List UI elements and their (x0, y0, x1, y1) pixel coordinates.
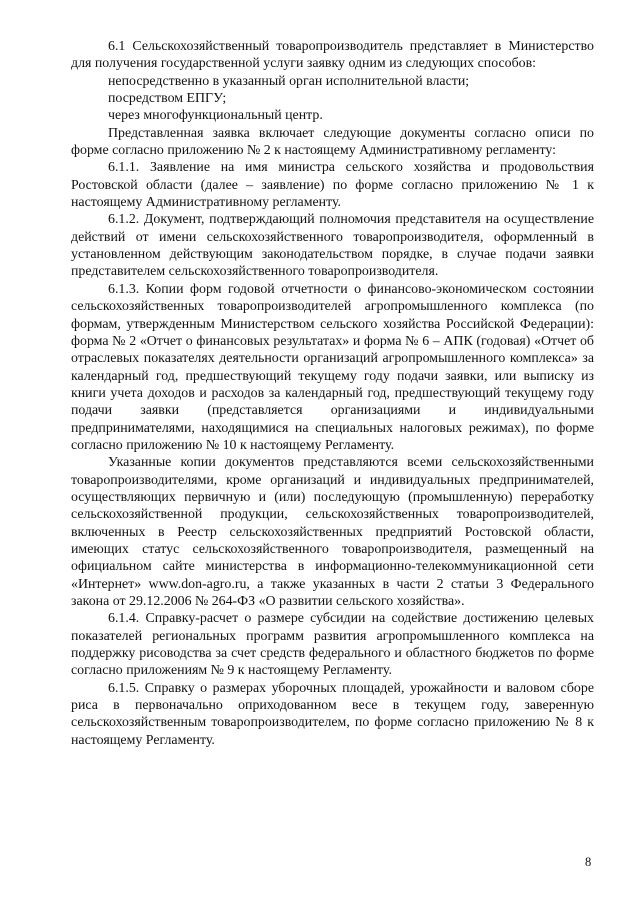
paragraph-copies-note: Указанные копии документов представляются всеми сельскохозяйственными товаропроизводителями, кроме организаций и индивидуальных предпринимателей, осуществляющих первичную и (или) последующую (промышленную) переработку сельскохозяйственной продукции, сельскохозяйственных товаропроизводителей, включенных в Реестр сельскохозяйственных предприятий Ростовской области, имеющих статус сельскохозяйственного товаропроизводителя, размещенный на официальном сайте министерства в информационно-телекоммуникационной сети «Интернет» www.don-agro.ru, а также указанных в части 2 статьи 3 Федерального закона от 29.12.2006 № 264-ФЗ «О развитии сельского хозяйства». (71, 455, 594, 609)
paragraph-application-contents: Представленная заявка включает следующие документы согласно описи по форме согласно приложению № 2 к настоящему Административному регламенту: (71, 125, 594, 159)
document-body (71, 38, 594, 749)
list-item-epgu: посредством ЕПГУ; (108, 91, 227, 107)
list-item-mfc: через многофункциональный центр. (108, 108, 323, 124)
paragraph-6-1-3: 6.1.3. Копии форм годовой отчетности о финансово-экономическом состоянии сельскохозяйственных товаропроизводителей агропромышленного комплекса (по формам, утвержденным Министерством сельского хозяйства Российской Федерации): форма № 2 «Отчет о финансовых результатах» и форма № 6 – АПК (годовая) «Отчет об отраслевых показателях деятельности организаций агропромышленного комплекса» за календарный год, предшествующий текущему году подачи заявки, или выписку из книги учета доходов и расходов за календарный год, предшествующий текущему году подачи заявки (представляется организациями и индивидуальными предпринимателями, находящимися на специальных налоговых режимах), по форме согласно приложению № 10 к настоящему Регламенту. (71, 281, 594, 453)
list-item-direct: непосредственно в указанный орган исполнительной власти; (108, 73, 470, 89)
page-number: 8 (585, 855, 592, 869)
paragraph-6-1-1: 6.1.1. Заявление на имя министра сельского хозяйства и продовольствия Ростовской области (далее – заявление) по форме согласно приложению № 1 к настоящему Административному регламенту. (71, 160, 594, 211)
paragraph-6-1: 6.1 Сельскохозяйственный товаропроизводитель представляет в Министерство для получения государственной услуги заявку одним из следующих способов: (71, 39, 594, 72)
paragraph-6-1-2: 6.1.2. Документ, подтверждающий полномочия представителя на осуществление действий от имени сельскохозяйственного товаропроизводителя, оформленный в установленном действующим законодательством порядке, в случае подачи заявки представителем сельскохозяйственного товаропроизводителя. (71, 212, 594, 280)
paragraph-6-1-4: 6.1.4. Справку-расчет о размере субсидии на содействие достижению целевых показателей региональных программ развития агропромышленного комплекса на поддержку рисоводства за счет средств федерального и областного бюджетов по форме согласно приложениям № 9 к настоящему Регламенту. (71, 611, 594, 679)
paragraph-6-1-5: 6.1.5. Справку о размерах уборочных площадей, урожайности и валовом сборе риса в первоначально оприходованном весе в текущем году, заверенную сельскохозяйственным товаропроизводителем, по форме согласно приложению № 8 к настоящему Регламенту. (71, 680, 594, 748)
